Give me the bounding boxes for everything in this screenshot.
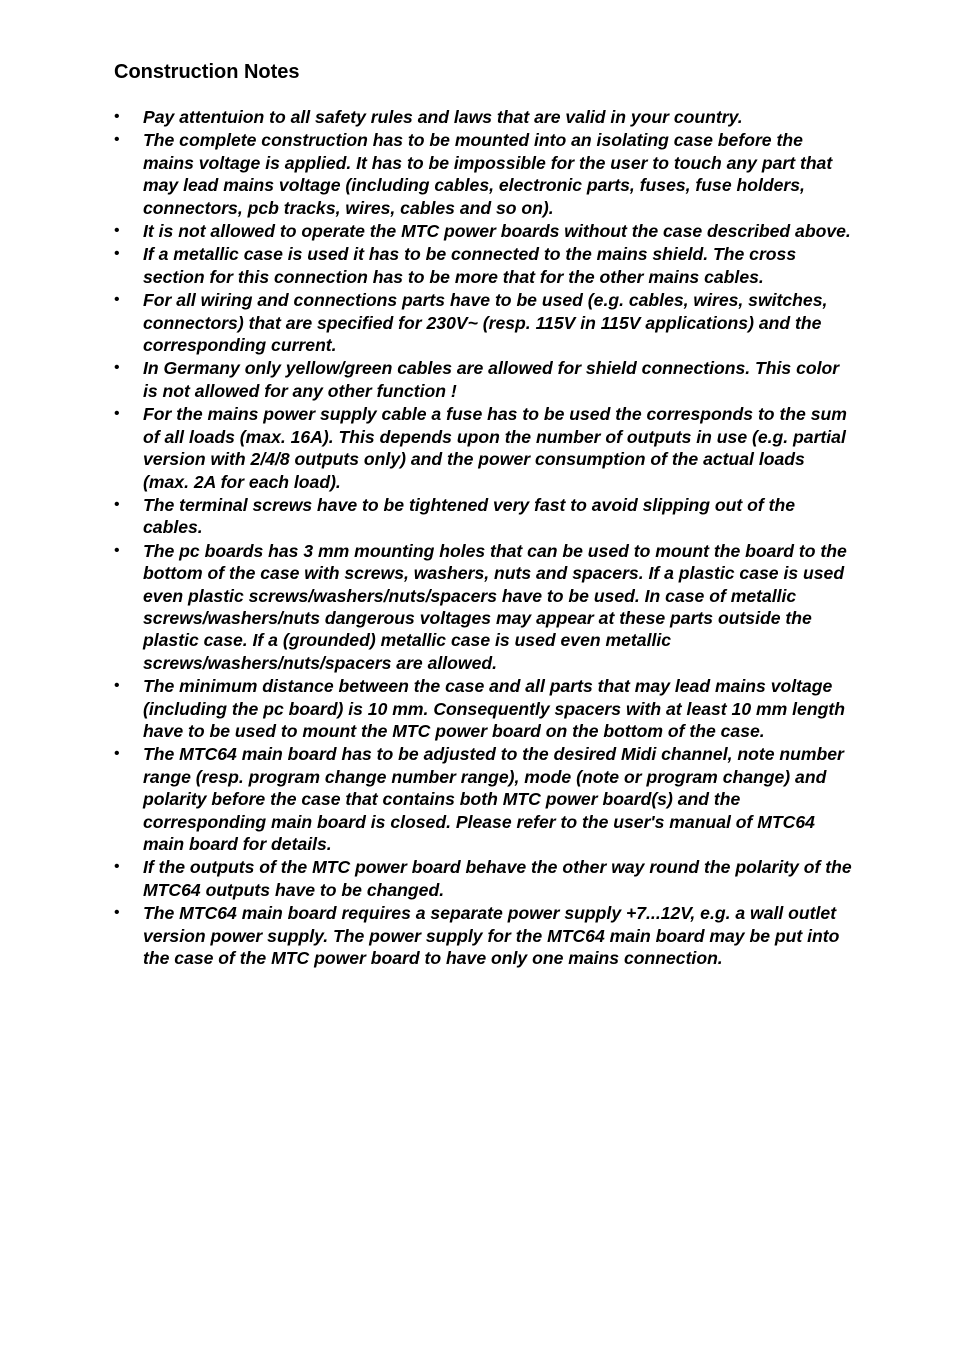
bullet-icon: •: [114, 541, 120, 559]
list-item-text: The complete construction has to be mounted into an isolating case before the mains voltage is applied. It has to be impossible for the user to touch any part that may lead mains voltage (including cables, electronic parts, fuses, fuse holders, connectors, pcb tracks, wires, cables and so on).: [143, 130, 833, 218]
bullet-icon: •: [114, 359, 120, 377]
bullet-icon: •: [114, 904, 120, 922]
list-item-text: For the mains power supply cable a fuse has to be used the corresponds to the sum of all loads (max. 16A). This depends upon the number of outputs in use (e.g. partial version with 2/4/8 outputs only) and the power consumption of the actual loads (max. 2A for each load).: [143, 404, 847, 492]
bullet-icon: •: [114, 131, 120, 149]
list-item-text: The terminal screws have to be tightened very fast to avoid slipping out of the cables.: [143, 494, 796, 538]
list-item-text: In Germany only yellow/green cables are allowed for shield connections. This color is not allowed for any other function !: [143, 358, 840, 401]
list-item: [114, 675, 854, 742]
list-item-text: The MTC64 main board requires a separate power supply +7...12V, e.g. a wall outlet version power supply. The power supply for the MTC64 main board may be put into the case of the MTC power board to have only one mains connection.: [143, 903, 840, 969]
list-item: [114, 403, 854, 493]
list-item-text: Pay attentuion to all safety rules and laws that are valid in your country.: [143, 107, 743, 127]
list-item: [114, 743, 854, 855]
list-item: [114, 494, 854, 539]
list-item: [114, 220, 854, 242]
construction-notes-list: [114, 106, 854, 970]
list-item-text: If the outputs of the MTC power board behave the other way round the polarity of the MTC64 outputs have to be changed.: [143, 857, 852, 900]
list-item-text: It is not allowed to operate the MTC power boards without the case described above.: [143, 221, 851, 242]
list-item-text: The pc boards has 3 mm mounting holes that can be used to mount the board to the bottom of the case with screws, washers, nuts and spacers. If a plastic case is used even plastic screws/washers/nuts/spacers have to be used. In case of metallic screws/washers/nuts dangerous voltages may appear at these parts outside the plastic case. If a (grounded) metallic case is used even metallic screws/washers/nuts/spacers are allowed.: [143, 540, 847, 673]
list-item: [114, 289, 854, 356]
bullet-icon: •: [114, 745, 120, 763]
list-item: [114, 106, 854, 128]
bullet-icon: •: [114, 222, 120, 240]
list-item: [114, 243, 854, 288]
list-item-text: If a metallic case is used it has to be connected to the mains shield. The cross section for this connection has to be more that for the other mains cables.: [143, 244, 797, 287]
list-item: [114, 129, 854, 219]
list-item: [114, 902, 854, 969]
bullet-icon: •: [114, 108, 120, 125]
list-item-text: The MTC64 main board has to be adjusted to the desired Midi channel, note number range (resp. program change number range), mode (note or program change) and polarity before the case that contains both MTC power board(s) and the corresponding main board is closed. Please refer to the user's manual of MTC64 main board for details.: [143, 744, 844, 854]
bullet-icon: •: [114, 495, 120, 513]
bullet-icon: •: [114, 291, 120, 309]
list-item-text: The minimum distance between the case and all parts that may lead mains voltage (including the pc board) is 10 mm. Consequently spacers with at least 10 mm length have to be used to mount the MTC power board on the bottom of the case.: [143, 676, 845, 741]
list-item: [114, 357, 854, 402]
list-item: [114, 540, 854, 674]
bullet-icon: •: [114, 677, 120, 695]
list-item: [114, 856, 854, 901]
bullet-icon: •: [114, 405, 120, 423]
bullet-icon: •: [114, 245, 120, 263]
page-title: Construction Notes: [114, 61, 300, 83]
list-item-text: For all wiring and connections parts have to be used (e.g. cables, wires, switches, connectors) that are specified for 230V~ (resp. 115V in 115V applications) and the corresponding current.: [143, 290, 828, 356]
bullet-icon: •: [114, 858, 120, 876]
